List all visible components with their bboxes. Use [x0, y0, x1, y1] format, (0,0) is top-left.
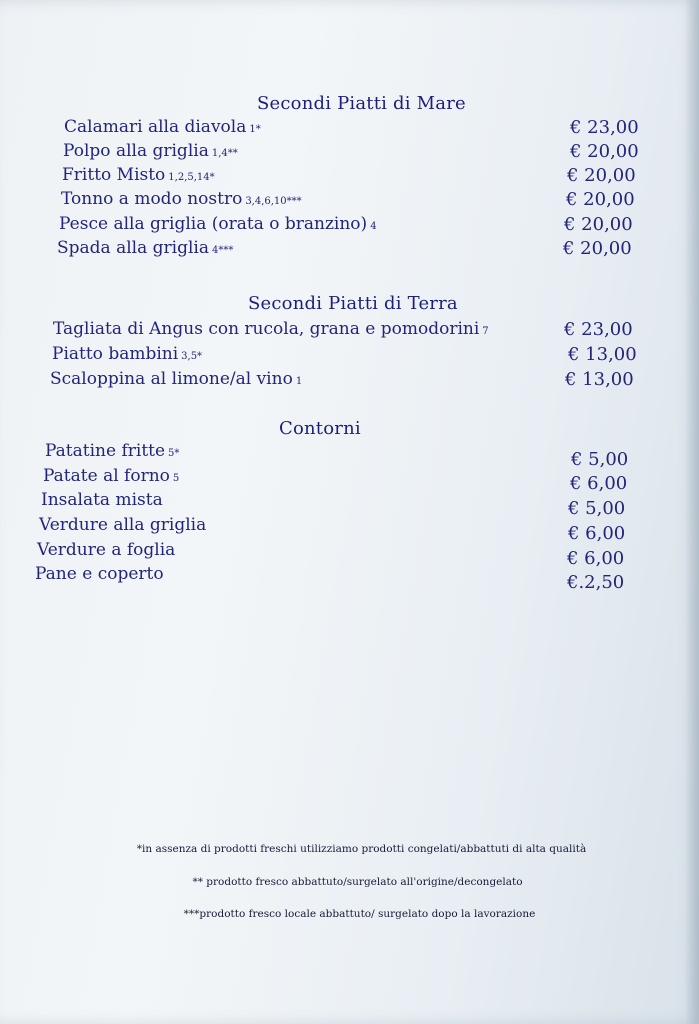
item-price: € 13,00 — [565, 369, 634, 390]
item-name: Patatine fritte 5* — [45, 441, 180, 461]
item-name: Calamari alla diavola 1* — [64, 117, 261, 137]
item-price: € 20,00 — [564, 214, 633, 235]
item-price: € 20,00 — [563, 238, 632, 259]
item-name: Patate al forno 5 — [43, 466, 180, 486]
item-price: € 20,00 — [567, 165, 636, 186]
item-name: Pesce alla griglia (orata o branzino) 4 — [59, 214, 377, 234]
item-allergen-note: 1,2,5,14* — [168, 172, 215, 183]
item-name: Fritto Misto 1,2,5,14* — [62, 165, 215, 185]
item-name: Verdure a foglia — [37, 540, 176, 560]
footnote-local-fresh: ***prodotto fresco locale abbattuto/ surgelato dopo la lavorazione — [183, 908, 536, 920]
item-price: € 13,00 — [568, 344, 637, 365]
item-allergen-note: 4*** — [211, 245, 234, 256]
item-name: Piatto bambini 3,5* — [52, 344, 203, 364]
item-price: € 5,00 — [568, 498, 626, 519]
item-name: Pane e coperto — [35, 564, 164, 584]
section-title-mare: Secondi Piatti di Mare — [257, 93, 466, 114]
item-name: Tagliata di Angus con rucola, grana e pomodorini 7 — [53, 319, 489, 339]
item-allergen-note: 1,4** — [211, 148, 238, 159]
item-name: Polpo alla griglia 1,4** — [63, 141, 238, 161]
item-price: € 5,00 — [571, 449, 629, 470]
footnote-frozen-products: *in assenza di prodotti freschi utilizziamo prodotti congelati/abbattuti di alta qualità — [136, 843, 587, 855]
item-name: Scaloppina al limone/al vino 1 — [50, 369, 303, 389]
item-price: € 6,00 — [570, 473, 628, 494]
footnote-fresh-frozen-origin: ** prodotto fresco abbattuto/surgelato all'origine/decongelato — [192, 876, 523, 888]
section-title-terra: Secondi Piatti di Terra — [248, 293, 458, 314]
item-allergen-note: 4 — [370, 221, 377, 232]
item-allergen-note: 5* — [168, 448, 180, 459]
item-name: Tonno a modo nostro 3,4,6,10*** — [61, 189, 302, 209]
item-price: € 20,00 — [570, 141, 639, 162]
item-name: Spada alla griglia 4*** — [57, 238, 234, 258]
item-allergen-note: 7 — [482, 326, 489, 337]
item-price: € 6,00 — [567, 548, 625, 569]
item-allergen-note: 3,5* — [181, 351, 203, 362]
item-name: Insalata mista — [41, 490, 163, 510]
item-price: € 23,00 — [570, 117, 639, 138]
page-edge-shadow — [685, 0, 699, 1024]
section-title-contorni: Contorni — [279, 418, 361, 439]
item-allergen-note: 1 — [295, 376, 303, 387]
item-allergen-note: 1* — [249, 124, 261, 135]
item-allergen-note: 5 — [172, 473, 180, 484]
item-price: €.2,50 — [567, 572, 625, 593]
item-price: € 6,00 — [568, 523, 626, 544]
item-name: Verdure alla griglia — [39, 515, 207, 535]
item-allergen-note: 3,4,6,10*** — [245, 196, 302, 207]
item-price: € 23,00 — [564, 319, 633, 340]
item-price: € 20,00 — [566, 189, 635, 210]
